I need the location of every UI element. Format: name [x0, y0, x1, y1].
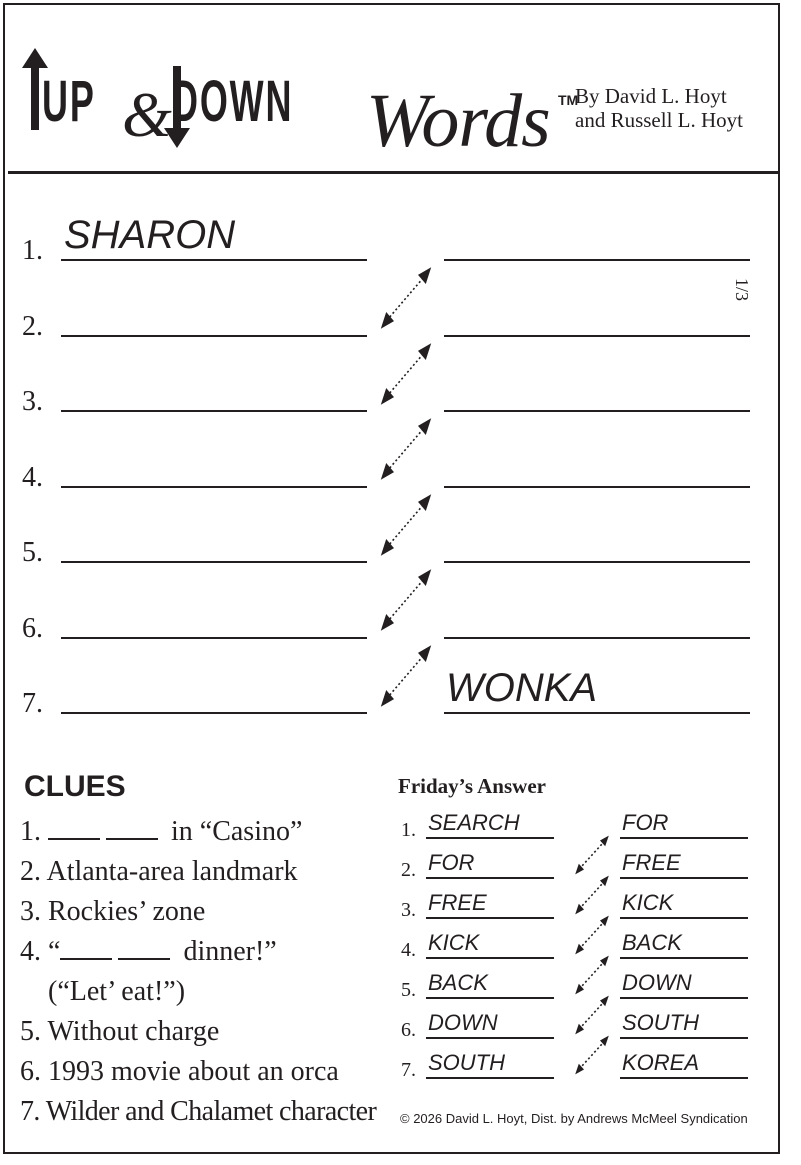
friday-word-right: KOREA	[622, 1050, 700, 1075]
row-number: 3.	[22, 386, 43, 417]
title-words: Words	[366, 79, 550, 163]
double-arrow-icon	[572, 1033, 612, 1077]
answer-blank	[48, 818, 100, 840]
friday-row-number: 5.	[401, 979, 416, 1001]
row-number: 1.	[22, 235, 43, 266]
double-arrow-icon	[376, 565, 436, 635]
friday-answer-title: Friday’s Answer	[398, 774, 546, 798]
friday-line-left	[426, 997, 554, 999]
friday-word-left: SOUTH	[428, 1050, 505, 1075]
row-number: 4.	[22, 461, 43, 493]
link-arrow	[376, 565, 436, 635]
clue-number: 2.	[20, 856, 41, 887]
link-arrow	[376, 414, 436, 484]
friday-line-right	[620, 837, 748, 839]
clue-number: 7.	[20, 1096, 40, 1127]
row-number: 7.	[22, 688, 43, 719]
clue-text: Without charge	[47, 1016, 220, 1047]
friday-line-right	[620, 957, 748, 959]
double-arrow-icon	[376, 263, 436, 333]
friday-row-number: 4.	[401, 939, 416, 961]
answer-line-right[interactable]	[444, 561, 750, 563]
clue-text: dinner!”	[183, 936, 277, 967]
answer-line-right[interactable]	[444, 712, 750, 714]
clue-1	[20, 816, 302, 848]
friday-word-right: DOWN	[622, 970, 692, 995]
row-number: 2.	[22, 310, 43, 342]
double-arrow-icon	[572, 873, 612, 917]
friday-word-left: KICK	[428, 930, 480, 955]
answer-line-left[interactable]	[61, 259, 367, 261]
friday-line-left	[426, 877, 554, 879]
answer-blank	[106, 818, 158, 840]
friday-word-left: FOR	[428, 850, 475, 875]
title-amp: &	[122, 79, 172, 150]
friday-link-arrow	[572, 1033, 612, 1077]
friday-word-left: FREE	[428, 890, 487, 915]
byline-line-1: By David L. Hoyt	[575, 84, 727, 108]
friday-line-right	[620, 917, 748, 919]
clue-text: Atlanta-area landmark	[46, 856, 298, 887]
answer-line-left[interactable]	[61, 712, 367, 714]
header-divider	[8, 171, 778, 174]
title-logo	[20, 40, 580, 163]
clue-text: Rockies’ zone	[48, 896, 206, 927]
friday-word-right: SOUTH	[622, 1010, 699, 1035]
double-arrow-icon	[376, 339, 436, 409]
clue-4	[20, 936, 277, 968]
clue-number: 3.	[20, 896, 41, 927]
friday-word-right: FOR	[622, 810, 669, 835]
link-arrow	[376, 263, 436, 333]
friday-line-right	[620, 877, 748, 879]
clue-number: 1.	[20, 816, 41, 847]
clue-number: 4.	[20, 936, 41, 967]
clue-7	[20, 1096, 376, 1128]
friday-line-right	[620, 1037, 748, 1039]
answer-line-left[interactable]	[61, 486, 367, 488]
friday-line-right	[620, 997, 748, 999]
friday-row-number: 2.	[401, 859, 416, 881]
answer-line-right[interactable]	[444, 637, 750, 639]
link-arrow	[376, 490, 436, 560]
double-arrow-icon	[572, 953, 612, 997]
friday-line-left	[426, 1077, 554, 1079]
friday-word-left: SEARCH	[428, 810, 520, 835]
friday-line-right	[620, 1077, 748, 1079]
answer-line-right[interactable]	[444, 259, 750, 261]
answer-line-right[interactable]	[444, 335, 750, 337]
friday-line-left	[426, 917, 554, 919]
answer-right: WONKA	[446, 666, 598, 710]
double-arrow-icon	[572, 913, 612, 957]
title-down: DOWN	[172, 69, 294, 134]
friday-line-left	[426, 1037, 554, 1039]
page-indicator: 1/3	[732, 278, 752, 302]
clues-title: CLUES	[24, 770, 126, 803]
answer-line-left[interactable]	[61, 335, 367, 337]
title-up: UP	[42, 69, 96, 134]
friday-word-right: KICK	[622, 890, 674, 915]
row-number: 5.	[22, 537, 43, 568]
clue-6	[20, 1056, 339, 1088]
byline-line-2: and Russell L. Hoyt	[575, 108, 743, 132]
double-arrow-icon	[376, 414, 436, 484]
friday-word-right: FREE	[622, 850, 681, 875]
friday-link-arrow	[572, 833, 612, 877]
clue-number: 6.	[20, 1056, 41, 1087]
answer-blank	[60, 938, 112, 960]
double-arrow-icon	[572, 833, 612, 877]
clue-text: 1993 movie about an orca	[48, 1056, 339, 1087]
friday-link-arrow	[572, 873, 612, 917]
friday-row-number: 6.	[401, 1019, 416, 1041]
answer-blank	[118, 938, 170, 960]
friday-row-number: 7.	[401, 1059, 416, 1081]
double-arrow-icon	[376, 641, 436, 711]
clue-2	[20, 856, 298, 888]
clue-quote: “	[48, 936, 61, 967]
clue-4-hint	[48, 976, 185, 1008]
answer-line-left[interactable]	[61, 637, 367, 639]
friday-link-arrow	[572, 913, 612, 957]
trademark: TM	[558, 92, 579, 108]
clue-5	[20, 1016, 219, 1048]
friday-word-left: DOWN	[428, 1010, 498, 1035]
answer-line-right[interactable]	[444, 486, 750, 488]
answer-left: SHARON	[64, 213, 236, 257]
double-arrow-icon	[572, 993, 612, 1037]
copyright: © 2026 David L. Hoyt, Dist. by Andrews McMeel Syndication	[400, 1111, 748, 1126]
friday-row-number: 1.	[401, 819, 416, 841]
answer-line-left[interactable]	[61, 410, 367, 412]
answer-line-left[interactable]	[61, 561, 367, 563]
link-arrow	[376, 339, 436, 409]
row-number: 6.	[22, 612, 43, 644]
byline	[575, 84, 743, 132]
link-arrow	[376, 641, 436, 711]
clue-3	[20, 896, 205, 928]
friday-link-arrow	[572, 953, 612, 997]
friday-word-right: BACK	[622, 930, 682, 955]
clue-text: (“Let’ eat!”)	[48, 976, 186, 1007]
friday-link-arrow	[572, 993, 612, 1037]
clue-text: Wilder and Chalamet character	[45, 1096, 377, 1127]
friday-line-left	[426, 957, 554, 959]
clue-text: in “Casino”	[171, 816, 303, 847]
friday-word-left: BACK	[428, 970, 488, 995]
friday-line-left	[426, 837, 554, 839]
answer-line-right[interactable]	[444, 410, 750, 412]
double-arrow-icon	[376, 490, 436, 560]
friday-row-number: 3.	[401, 899, 416, 921]
clue-number: 5.	[20, 1016, 41, 1047]
